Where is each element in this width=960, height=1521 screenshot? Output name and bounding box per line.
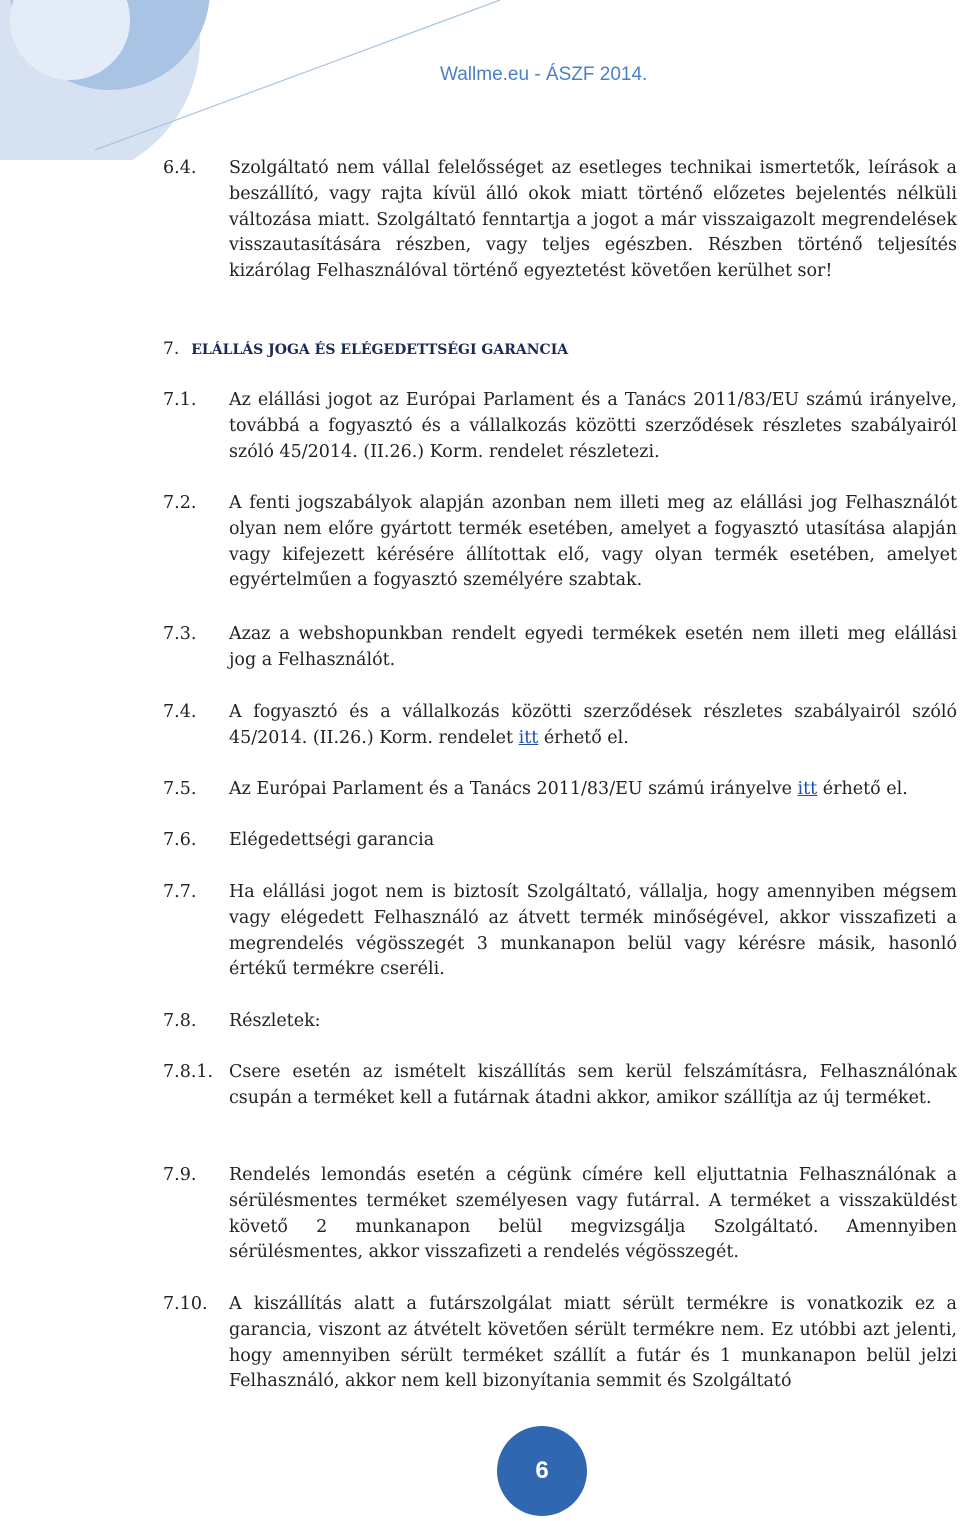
clause-text: Csere esetén az ismételt kiszállítás sem kerül felszámításra, Felhasználónak csupán a terméket kell a futárnak átadni akkor, amikor szállítja az új terméket. — [229, 1062, 957, 1108]
clause-7-1 — [163, 388, 957, 465]
clause-number: 7.8.1. — [163, 1062, 214, 1082]
clause-number: 7.9. — [163, 1165, 197, 1185]
clause-6-4 — [163, 156, 957, 285]
clause-text: A fogyasztó és a vállalkozás közötti szerződések részletes szabályairól szóló 45/2014. (II.26.) Korm. rendelet itt érhető el. — [229, 702, 957, 748]
clause-7-5 — [163, 777, 957, 803]
page-number-badge: 6 — [497, 1426, 587, 1516]
clause-text: Rendelés lemondás esetén a cégünk címére kell eljuttatnia Felhasználónak a sérülésmentes terméket személyesen vagy futárral. A terméket a visszaküldést követő 2 munkanapon belül megvizsgálja Szolgáltató. Amennyiben sérülésmentes, akkor visszafizeti a rendelés végösszegét. — [229, 1165, 957, 1263]
clause-number: 7.2. — [163, 493, 197, 513]
clause-number: 7.4. — [163, 702, 197, 722]
clause-number: 7.1. — [163, 390, 197, 410]
clause-7-8-1 — [163, 1060, 957, 1112]
clause-7-3 — [163, 622, 957, 674]
clause-number: 7.3. — [163, 624, 197, 644]
clause-text: Az elállási jogot az Európai Parlament és a Tanács 2011/83/EU számú irányelve, továbbá a fogyasztó és a vállalkozás közötti szerződések részletes szabályairól szóló 45/2014. (II.26.) Korm. rendelet részletezi. — [229, 390, 957, 462]
clause-7-10 — [163, 1292, 957, 1395]
clause-text: Részletek: — [229, 1011, 321, 1031]
clause-number: 7.8. — [163, 1011, 197, 1031]
clause-text: A kiszállítás alatt a futárszolgálat miatt sérült termékre is vonatkozik ez a garancia, viszont az átvételt követően sérült termékre nem. Ez utóbbi azt jelenti, hogy amennyiben sérült terméket szállít a futár és 1 munkanapon belül jelzi Felhasználó, akkor nem kell bizonyítania semmit és Szolgáltató — [229, 1294, 957, 1392]
clause-number: 7.10. — [163, 1294, 208, 1314]
clause-7-2 — [163, 491, 957, 594]
clause-number: 7.6. — [163, 830, 197, 850]
clause-7-9 — [163, 1163, 957, 1266]
clause-7-4 — [163, 700, 957, 752]
iranyelv-link[interactable]: itt — [797, 779, 818, 799]
clause-text: Elégedettségi garancia — [229, 830, 435, 850]
clause-text: Szolgáltató nem vállal felelősséget az esetleges technikai ismertetők, leírások a beszállító, vagy rajta kívül álló okok miatt történő előzetes bejelentés nélküli változása miatt. Szolgáltató fenntartja a jogot a már visszaigazolt megrendelések visszautasítására részben, vagy teljes egészben. Részben történő teljesítés kizárólag Felhasználóval történő egyeztetést követően kerülhet sor! — [229, 158, 957, 282]
rendelet-link[interactable]: itt — [518, 727, 539, 748]
clause-number: 7.5. — [163, 779, 197, 799]
clause-number: 7.7. — [163, 882, 197, 902]
clause-text: Ha elállási jogot nem is biztosít Szolgáltató, vállalja, hogy amennyiben mégsem vagy elégedett Felhasználó az átvett termék minőségével, akkor visszafizeti a megrendelés végösszegét 3 munkanapon belül vagy kérésre másik, hasonló értékű termékre cseréli. — [229, 882, 957, 980]
clause-text: A fenti jogszabályok alapján azonban nem illeti meg az elállási jog Felhasználót olyan nem előre gyártott termék esetében, amelyet a fogyasztó utasítása alapján vagy kifejezett kérésére állítottak elő, vagy olyan termék esetében, amelyet egyértelműen a fogyasztó személyére szabtak. — [229, 493, 957, 591]
document-header-title: Wallme.eu - ÁSZF 2014. — [440, 64, 648, 85]
section-title: ELÁLLÁS JOGA ÉS ELÉGEDETTSÉGI GARANCIA — [191, 342, 569, 358]
clause-text: Azaz a webshopunkban rendelt egyedi termékek esetén nem illeti meg elállási jog a Felhasználót. — [229, 624, 957, 670]
section-number: 7. — [163, 339, 180, 359]
clause-7-7 — [163, 880, 957, 983]
clause-7-6 — [163, 828, 957, 854]
clause-number: 6.4. — [163, 158, 197, 178]
section-heading-7 — [163, 339, 568, 359]
clause-7-8 — [163, 1009, 957, 1035]
clause-text: Az Európai Parlament és a Tanács 2011/83/EU számú irányelve itt érhető el. — [229, 779, 908, 799]
